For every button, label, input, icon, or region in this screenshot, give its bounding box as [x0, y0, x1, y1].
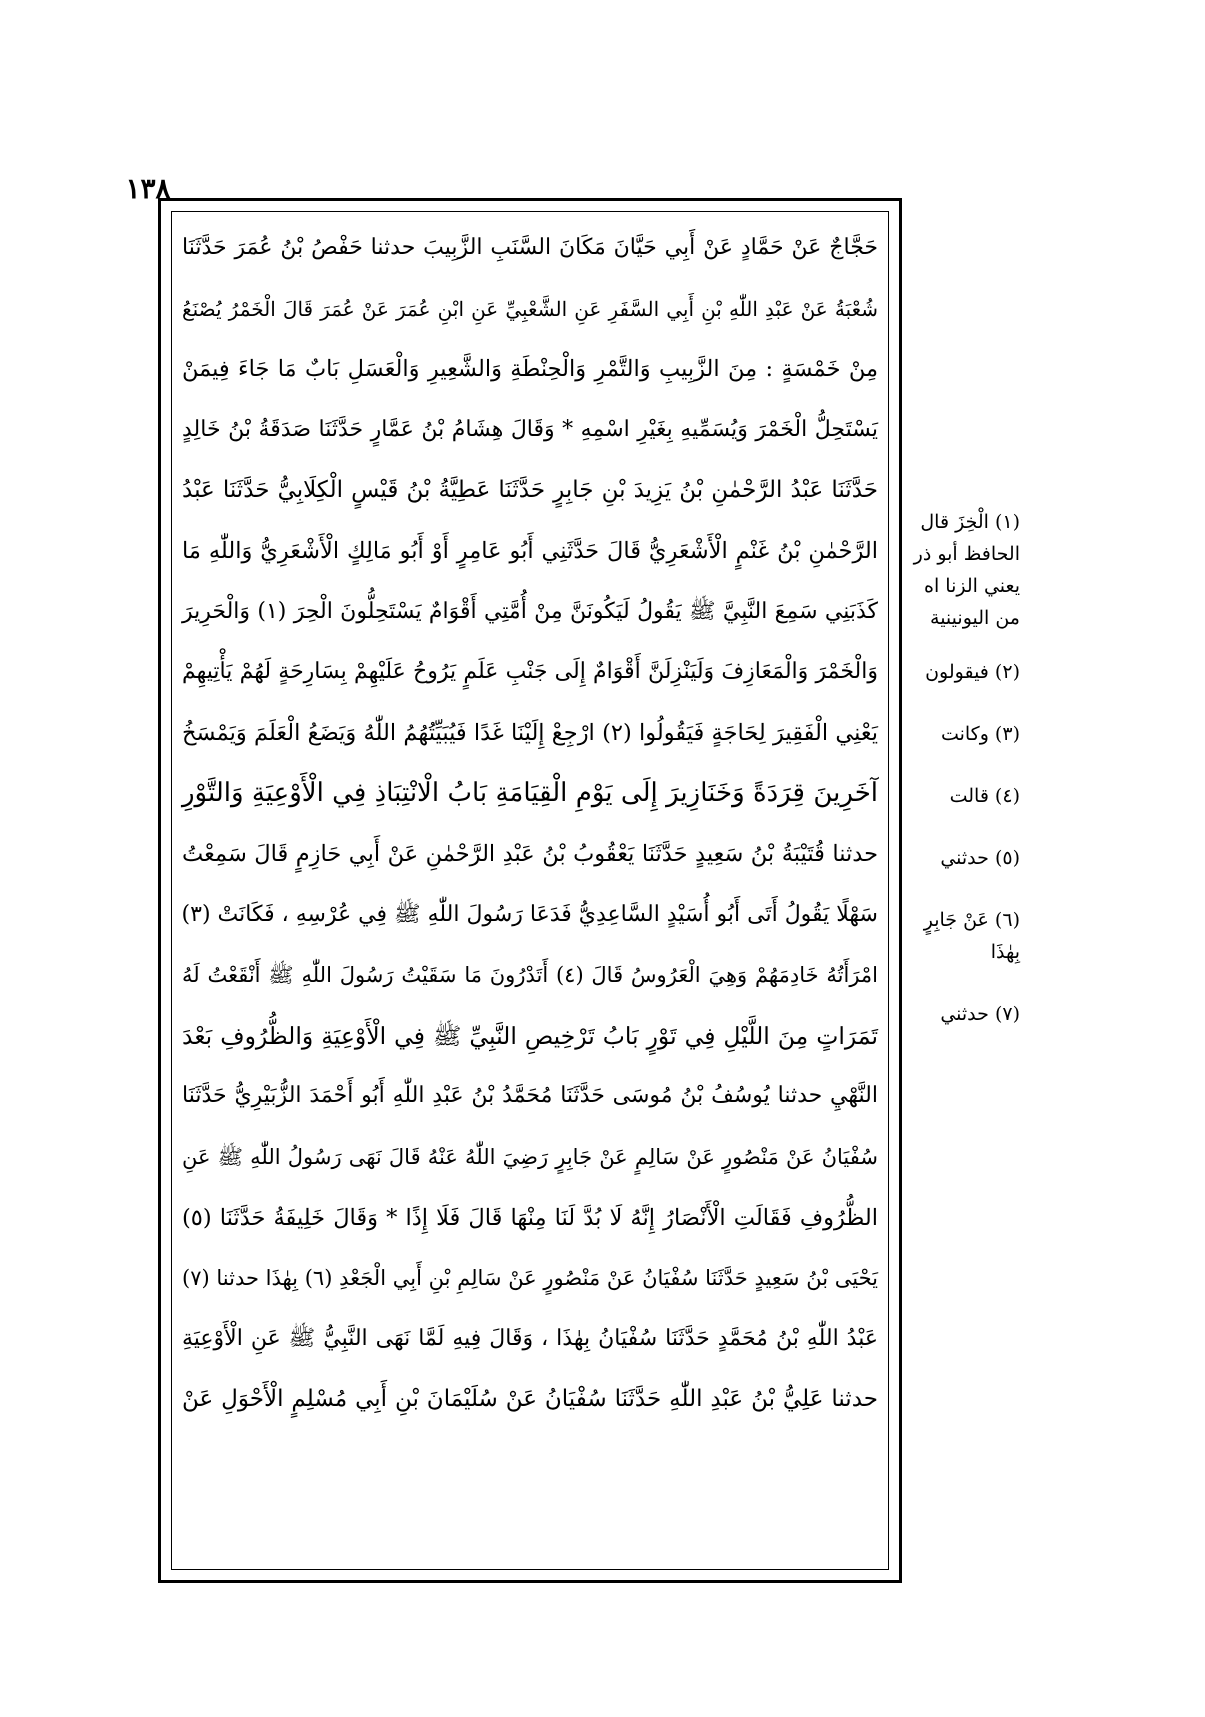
page-number: ١٣٨ — [125, 172, 171, 205]
text-line-10: آخَرِينَ قِرَدَةً وَخَنَازِيرَ إِلَى يَوْمِ الْقِيَامَةِ بَابُ الْانْتِبَاذِ فِي الْأَوْعِيَةِ وَالتَّوْرِ — [182, 778, 878, 809]
text-line-9: يَعْنِي الْفَقِيرَ لِحَاجَةٍ فَيَقُولُوا (٢) ارْجِعْ إِلَيْنَا غَدًا فَيُبَيِّتُهُمُ اللّٰهُ وَيَضَعُ الْعَلَمَ وَيَمْسَخُ — [182, 719, 878, 746]
margin-note-3: (٣) وكانت — [940, 723, 1020, 745]
text-frame-outer — [158, 198, 902, 1583]
text-line-8: وَالْخَمْرَ وَالْمَعَازِفَ وَلَيَنْزِلَنَّ أَقْوَامٌ إِلَى جَنْبِ عَلَمٍ يَرُوحُ عَلَيْهِمْ بِسَارِحَةٍ لَهُمْ يَأْتِيهِمْ — [182, 659, 878, 685]
text-line-3: مِنْ خَمْسَةٍ : مِنَ الزَّبِيبِ وَالتَّمْرِ وَالْحِنْطَةِ وَالشَّعِيرِ وَالْعَسَلِ بَابٌ مَا جَاءَ فِيمَنْ — [182, 356, 878, 383]
main-text-block — [178, 218, 882, 1563]
text-line-13: امْرَأَتُهُ خَادِمَهُمْ وَهِيَ الْعَرُوسُ قَالَ (٤) أَتَدْرُونَ مَا سَقَيْتُ رَسُولَ اللّٰهِ ﷺ أَنْقَعْتُ لَهُ — [182, 963, 878, 988]
margin-note-6: (٦) عَنْ جَابِرٍ بِهٰذَا — [923, 909, 1020, 963]
margin-notes — [908, 506, 1020, 1030]
text-line-15: النَّهْيِ حدثنا يُوسُفُ بْنُ مُوسَى حَدَّثَنَا مُحَمَّدُ بْنُ عَبْدِ اللّٰهِ أَبُو أَحْمَدَ الزُّبَيْرِيُّ حَدَّثَنَا — [182, 1083, 878, 1109]
text-frame-inner — [171, 211, 889, 1570]
text-line-19: عَبْدُ اللّٰهِ بْنُ مُحَمَّدٍ حَدَّثَنَا سُفْيَانُ بِهٰذَا ، وَقَالَ فِيهِ لَمَّا نَهَى النَّبِيُّ ﷺ عَنِ الْأَوْعِيَةِ — [182, 1325, 878, 1351]
text-line-7: كَذَبَنِي سَمِعَ النَّبِيَّ ﷺ يَقُولُ لَيَكُونَنَّ مِنْ أُمَّتِي أَقْوَامٌ يَسْتَحِلُّونَ الْحِرَ (١) وَالْحَرِيرَ — [182, 598, 878, 624]
text-line-5: حَدَّثَنَا عَبْدُ الرَّحْمٰنِ بْنُ يَزِيدَ بْنِ جَابِرٍ حَدَّثَنَا عَطِيَّةُ بْنُ قَيْسٍ الْكِلَابِيُّ حَدَّثَنَا عَبْدُ — [182, 477, 878, 504]
text-line-18: يَحْيَى بْنُ سَعِيدٍ حَدَّثَنَا سُفْيَانُ عَنْ مَنْصُورٍ عَنْ سَالِمِ بْنِ أَبِي الْجَعْدِ (٦) بِهٰذَا حدثنا (٧) — [182, 1266, 878, 1291]
text-line-6: الرَّحْمٰنِ بْنُ غَنْمٍ الْأَشْعَرِيُّ قَالَ حَدَّثَنِي أَبُو عَامِرٍ أَوْ أَبُو مَالِكٍ الْأَشْعَرِيُّ وَاللّٰهِ مَا — [182, 537, 878, 564]
margin-note-7: (٧) حدثني — [940, 1003, 1020, 1025]
text-line-20: حدثنا عَلِيُّ بْنُ عَبْدِ اللّٰهِ حَدَّثَنَا سُفْيَانُ عَنْ سُلَيْمَانَ بْنِ أَبِي مُسْلِمٍ الْأَحْوَلِ عَنْ — [182, 1386, 878, 1413]
text-line-17: الظُّرُوفِ فَقَالَتِ الْأَنْصَارُ إِنَّهُ لَا بُدَّ لَنَا مِنْهَا قَالَ فَلَا إِذًا * وَقَالَ خَلِيفَةُ حَدَّثَنَا (٥) — [182, 1204, 878, 1231]
text-line-2: شُعْبَةُ عَنْ عَبْدِ اللّٰهِ بْنِ أَبِي السَّفَرِ عَنِ الشَّعْبِيِّ عَنِ ابْنِ عُمَرَ عَنْ عُمَرَ قَالَ الْخَمْرُ يُصْنَعُ — [182, 296, 878, 321]
margin-note-1: (١) الْخِزَ قال الحافظ أبو ذر يعني الزنا اه من اليونينية — [913, 511, 1020, 629]
text-line-16: سُفْيَانُ عَنْ مَنْصُورٍ عَنْ سَالِمٍ عَنْ جَابِرٍ رَضِيَ اللّٰهُ عَنْهُ قَالَ نَهَى رَسُولُ اللّٰهِ ﷺ عَنِ — [182, 1144, 878, 1169]
margin-note-5: (٥) حدثني — [940, 847, 1020, 869]
text-line-11: حدثنا قُتَيْبَةُ بْنُ سَعِيدٍ حَدَّثَنَا يَعْقُوبُ بْنُ عَبْدِ الرَّحْمٰنِ عَنْ أَبِي حَازِمٍ قَالَ سَمِعْتُ — [182, 840, 878, 867]
text-line-14: تَمَرَاتٍ مِنَ اللَّيْلِ فِي تَوْرٍ بَابُ تَرْخِيصِ النَّبِيِّ ﷺ فِي الْأَوْعِيَةِ وَالظُّرُوفِ بَعْدَ — [182, 1021, 878, 1050]
text-line-4: يَسْتَحِلُّ الْخَمْرَ وَيُسَمِّيهِ بِغَيْرِ اسْمِهِ * وَقَالَ هِشَامُ بْنُ عَمَّارٍ حَدَّثَنَا صَدَقَةُ بْنُ خَالِدٍ — [182, 416, 878, 442]
margin-note-4: (٤) قالت — [949, 785, 1020, 807]
text-line-1: حَجَّاجٌ عَنْ حَمَّادٍ عَنْ أَبِي حَيَّانَ مَكَانَ السَّنَبِ الزَّبِيبَ حدثنا حَفْصُ بْنُ عُمَرَ حَدَّثَنَا — [182, 235, 879, 260]
margin-note-2: (٢) فيقولون — [925, 661, 1020, 683]
text-line-12: سَهْلًا يَقُولُ أَتَى أَبُو أُسَيْدٍ السَّاعِدِيُّ فَدَعَا رَسُولَ اللّٰهِ ﷺ فِي عُرْسِهِ ، فَكَانَتْ (٣) — [181, 901, 878, 927]
